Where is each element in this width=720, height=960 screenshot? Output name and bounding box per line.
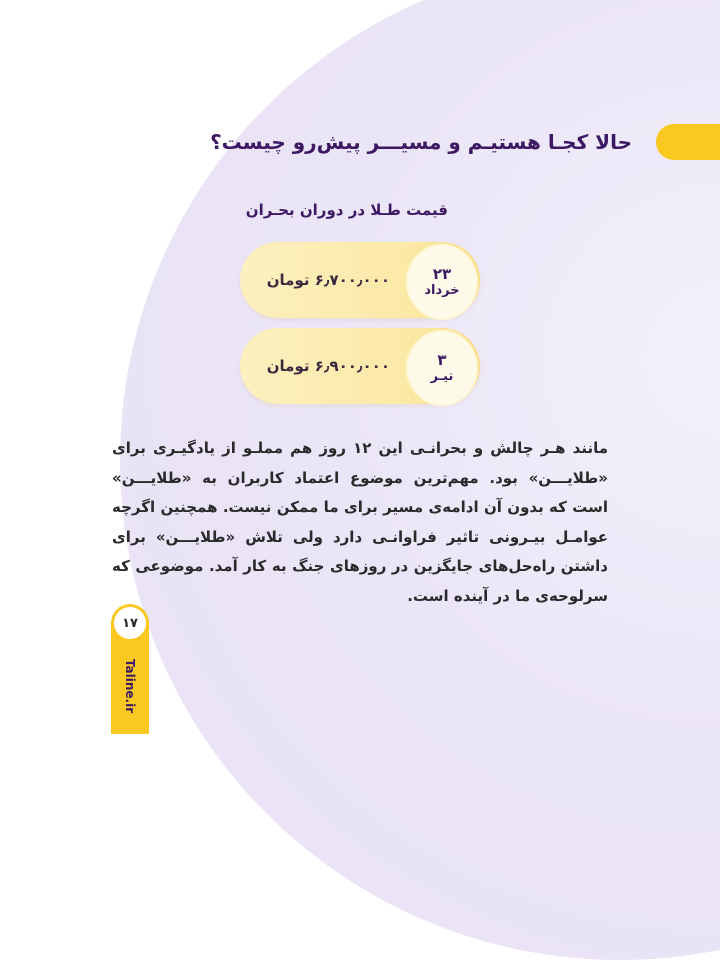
body-paragraph: مانند هـر چالش و بحرانـی این ۱۲ روز هم مملـو از یادگیـری برای «طلایـــن» بود. مهم‌ترین موضوع اعتماد کاربران به «طلایـــن» است که بدون آن ادامه‌ی مسیر برای ما ممکن نیست. همچنین اگرچه عوامـل بیـرونی تاثیر فراوانـی دارد ولی تلاش «طلایـــن» برای داشتن راه‌حل‌های جایگزین در روزهای جنگ به کار آمد. موضوعی که سرلوحه‌ی ما در آینده است. xyxy=(112,439,608,605)
site-label[interactable] xyxy=(120,648,140,724)
date-month: خرداد xyxy=(424,283,460,298)
date-badge xyxy=(406,244,478,320)
price-card xyxy=(240,328,480,404)
price-value: ۶٫۹۰۰٫۰۰۰ تومان xyxy=(266,357,390,375)
date-month: تیـر xyxy=(430,369,454,384)
page-title: حالا کجـا هستیـم و مسیـــر پیش‌رو چیست؟ xyxy=(210,130,632,154)
price-card xyxy=(240,242,480,318)
page-number: ۱۷ xyxy=(114,607,146,639)
date-badge xyxy=(406,330,478,406)
price-value: ۶٫۷۰۰٫۰۰۰ تومان xyxy=(266,271,390,289)
site-url[interactable]: Taline.ir xyxy=(123,658,138,714)
footer-tab xyxy=(111,604,149,734)
date-day: ۲۳ xyxy=(432,265,452,283)
date-day: ۳ xyxy=(437,351,447,369)
accent-tab xyxy=(656,124,720,160)
prices-heading: قیمت طـلا در دوران بحـران xyxy=(245,201,448,219)
